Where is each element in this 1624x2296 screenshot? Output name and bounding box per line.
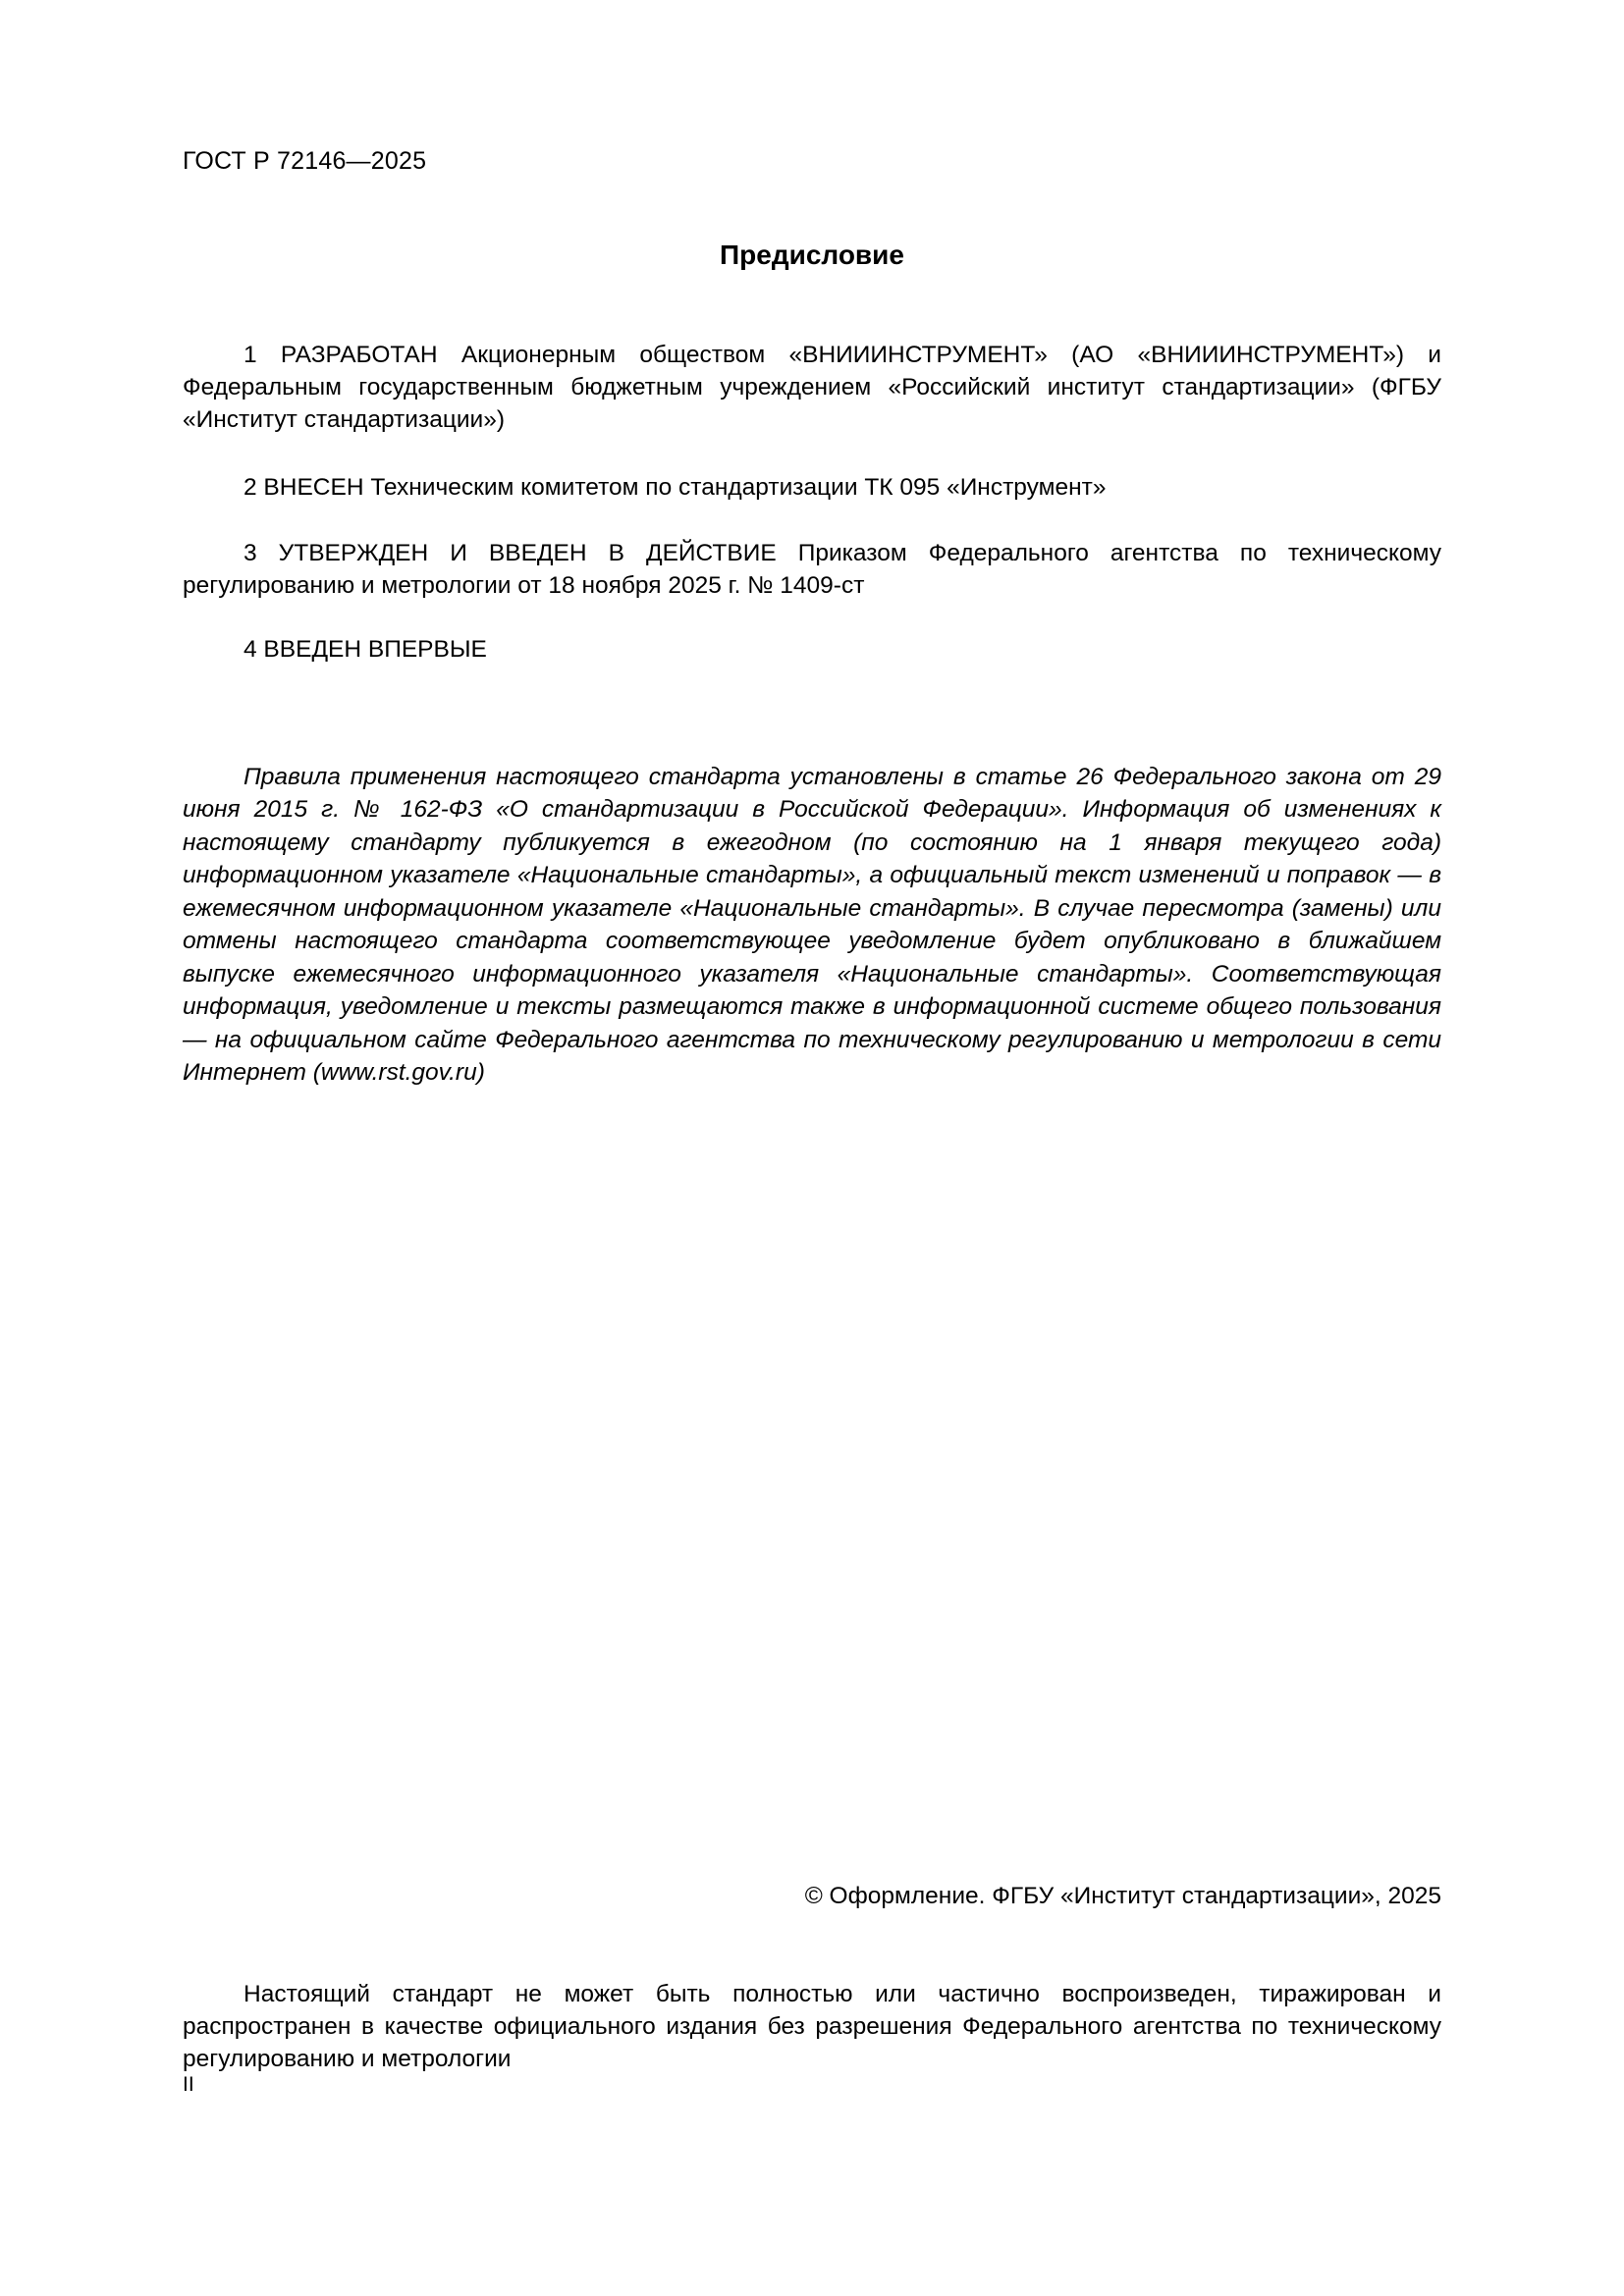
copyright-line: © Оформление. ФГБУ «Институт стандартизации», 2025 [804,1883,1441,1909]
foreword-item-2-text: 2 ВНЕСЕН Техническим комитетом по стандартизации ТК 095 «Инструмент» [244,473,1107,501]
application-rules-text: Правила применения настоящего стандарта установлены в статье 26 Федерального закона от 29 июня 2015 г. № 162-ФЗ «О стандартизации в Российской Федерации». Информация об изменениях к настоящему стандарту публикуется в ежегодном (по состоянию на 1 января текущего года) информационном указателе «Национальные стандарты», а официальный текст изменений и поправок — в ежемесячном информационном указателе «Национальные стандарты». В случае пересмотра (замены) или отмены настоящего стандарта соответствующее уведомление будет опубликовано в ближайшем выпуске ежемесячного информационного указателя «Национальные стандарты». Соответствующая информация, уведомление и тексты размещаются также в информационной системе общего пользования — на официальном сайте Федерального агентства по техническому регулированию и метрологии в сети Интернет (www.rst.gov.ru) [183,763,1441,1086]
foreword-item-1-text: 1 РАЗРАБОТАН Акционерным обществом «ВНИИИНСТРУМЕНТ» (АО «ВНИИИНСТРУМЕНТ») и Федеральным государственным бюджетным учреждением «Российский институт стандартизации» (ФГБУ «Институт стандартизации») [183,341,1441,433]
application-rules-paragraph [183,761,1441,1090]
foreword-item-4-text: 4 ВВЕДЕН ВПЕРВЫЕ [244,635,487,663]
foreword-item-2 [183,471,1441,504]
foreword-item-1 [183,339,1441,436]
foreword-item-3 [183,537,1441,602]
foreword-item-4 [183,633,1441,666]
reproduction-notice-text: Настоящий стандарт не может быть полностью или частично воспроизведен, тиражирован и распространен в качестве официального издания без разрешения Федерального агентства по техническому регулированию и метрологии [183,1980,1441,2072]
foreword-item-3-text: 3 УТВЕРЖДЕН И ВВЕДЕН В ДЕЙСТВИЕ Приказом Федерального агентства по техническому регулированию и метрологии от 18 ноября 2025 г. № 1409-ст [183,539,1441,599]
running-head-standard-code: ГОСТ Р 72146—2025 [183,147,427,175]
reproduction-notice [183,1978,1441,2075]
page-number: II [183,2073,194,2096]
page-title: Предисловие [720,239,904,270]
